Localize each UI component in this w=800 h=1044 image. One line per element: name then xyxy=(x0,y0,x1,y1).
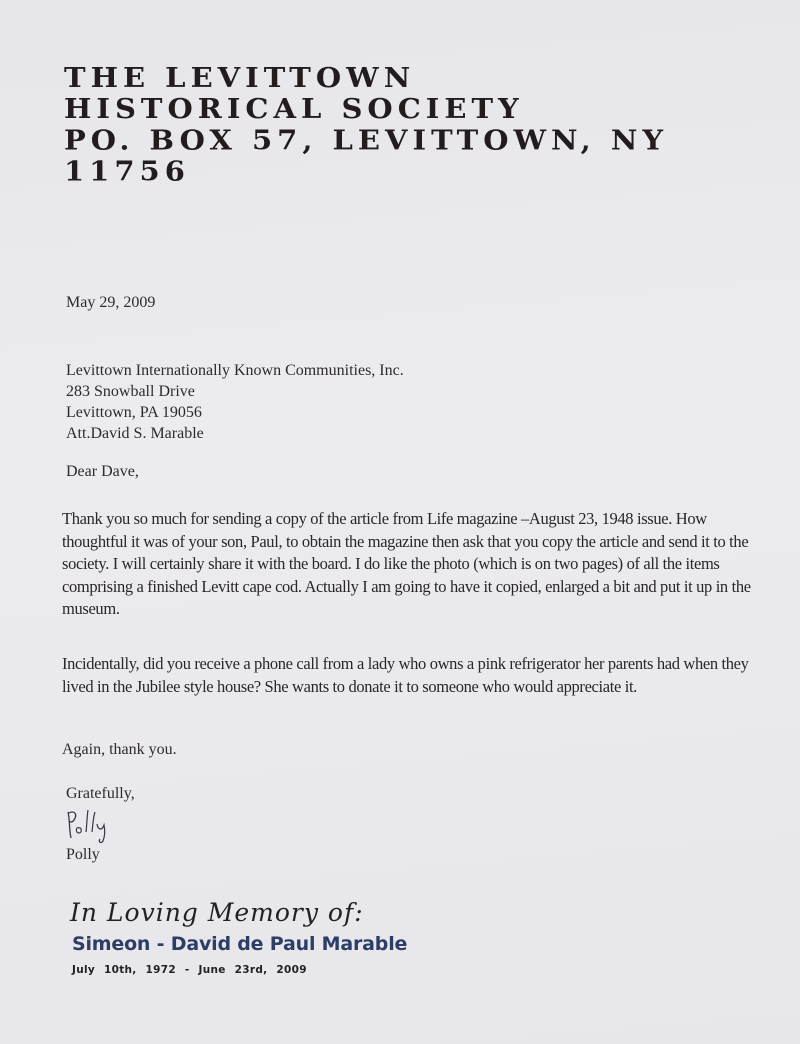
body-paragraph-1: Thank you so much for sending a copy of the article from Life magazine –August 23, 1948 issue. How thoughtful it was of your son, Paul, to obtain the magazine then ask that you copy the article and send it to the society. I will certainly share it with the board. I do like the photo (which is on two pages) of all the items comprising a finished Levitt cape cod. Actually I am going to have it copied, enlarged a bit and put it up in the museum. xyxy=(62,509,751,618)
memorial-heading: In Loving Memory of: xyxy=(70,898,364,927)
signer-name: Polly xyxy=(66,846,100,863)
memorial-name: Simeon - David de Paul Marable xyxy=(72,933,408,955)
recipient-street: 283 Snowball Drive xyxy=(66,383,195,400)
letterhead-line-title: THE LEVITTOWN xyxy=(64,62,416,94)
closing-thanks: Again, thank you. xyxy=(62,741,177,758)
memorial-dates: July 10th, 1972 - June 23rd, 2009 xyxy=(72,964,307,976)
letterhead-line-zip: 11756 xyxy=(64,155,190,188)
salutation: Dear Dave, xyxy=(66,463,139,480)
letter-date: May 29, 2009 xyxy=(66,294,156,311)
body-paragraph-2: Incidentally, did you receive a phone call from a lady who owns a pink refrigerator her parents had when they lived in the Jubilee style house? She wants to donate it to someone who would appreciate it. xyxy=(62,654,749,696)
recipient-organization: Levittown Internationally Known Communities, Inc. xyxy=(66,362,404,379)
recipient-address xyxy=(66,360,404,444)
recipient-city: Levittown, PA 19056 xyxy=(66,404,202,421)
signature-icon xyxy=(64,806,124,846)
letterhead-line-address: PO. BOX 57, LEVITTOWN, NY xyxy=(64,124,669,156)
letterhead xyxy=(64,62,668,187)
valediction: Gratefully, xyxy=(66,785,135,802)
letterhead-line-subtitle: HISTORICAL SOCIETY xyxy=(64,93,524,125)
recipient-attention: Att.David S. Marable xyxy=(66,425,204,442)
